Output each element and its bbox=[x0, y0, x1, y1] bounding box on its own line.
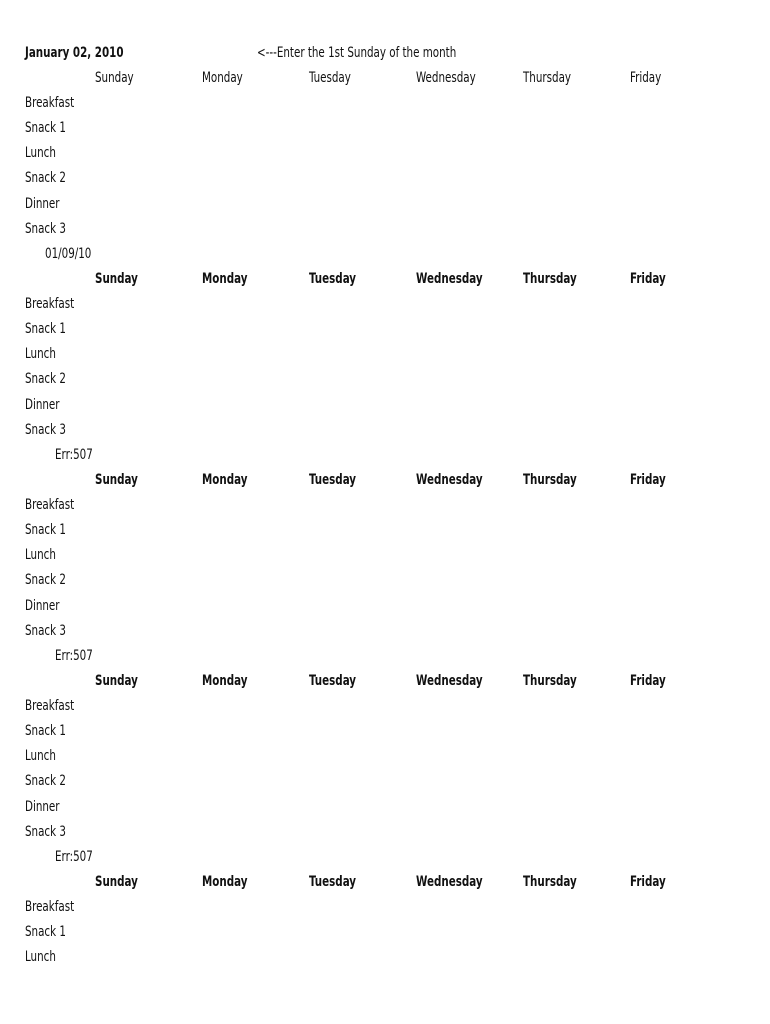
instruction-note: <---Enter the 1st Sunday of the month bbox=[257, 45, 457, 61]
day-header-thursday: Thursday bbox=[523, 472, 577, 488]
meal-label-snack-1: Snack 1 bbox=[25, 522, 66, 539]
day-header-friday: Friday bbox=[630, 70, 662, 86]
day-header-tuesday: Tuesday bbox=[309, 472, 357, 488]
meal-label-breakfast: Breakfast bbox=[25, 296, 75, 313]
day-header-thursday: Thursday bbox=[523, 271, 577, 287]
day-header-wednesday: Wednesday bbox=[416, 874, 483, 890]
meal-label-dinner: Dinner bbox=[25, 597, 60, 614]
meal-label-snack-2: Snack 2 bbox=[25, 572, 66, 589]
week-date-cell[interactable]: Err:507 bbox=[55, 446, 93, 463]
meal-label-breakfast: Breakfast bbox=[25, 497, 75, 514]
day-header-friday: Friday bbox=[630, 874, 666, 890]
week-date-cell[interactable]: Err:507 bbox=[55, 848, 93, 865]
meal-label-lunch: Lunch bbox=[25, 346, 56, 363]
meal-label-snack-2: Snack 2 bbox=[25, 371, 66, 388]
meal-label-snack-1: Snack 1 bbox=[25, 723, 66, 740]
start-date-cell[interactable]: January 02, 2010 bbox=[25, 45, 124, 61]
meal-label-breakfast: Breakfast bbox=[25, 899, 75, 916]
meal-label-snack-2: Snack 2 bbox=[25, 773, 66, 790]
meal-label-snack-3: Snack 3 bbox=[25, 220, 66, 237]
day-header-wednesday: Wednesday bbox=[416, 472, 483, 488]
day-header-sunday: Sunday bbox=[95, 874, 138, 890]
day-header-thursday: Thursday bbox=[523, 70, 572, 86]
meal-label-snack-3: Snack 3 bbox=[25, 622, 66, 639]
meal-label-dinner: Dinner bbox=[25, 396, 60, 413]
meal-label-breakfast: Breakfast bbox=[25, 698, 75, 715]
day-header-wednesday: Wednesday bbox=[416, 271, 483, 287]
meal-label-snack-1: Snack 1 bbox=[25, 120, 66, 137]
day-header-thursday: Thursday bbox=[523, 874, 577, 890]
meal-label-snack-3: Snack 3 bbox=[25, 823, 66, 840]
meal-label-lunch: Lunch bbox=[25, 547, 56, 564]
week-date-cell[interactable]: Err:507 bbox=[55, 647, 93, 664]
meal-label-lunch: Lunch bbox=[25, 145, 56, 162]
day-header-tuesday: Tuesday bbox=[309, 70, 351, 86]
day-header-monday: Monday bbox=[202, 874, 248, 890]
day-header-monday: Monday bbox=[202, 271, 248, 287]
day-header-sunday: Sunday bbox=[95, 70, 134, 86]
day-header-tuesday: Tuesday bbox=[309, 271, 357, 287]
day-header-friday: Friday bbox=[630, 472, 666, 488]
day-header-monday: Monday bbox=[202, 673, 248, 689]
meal-label-breakfast: Breakfast bbox=[25, 95, 75, 112]
meal-label-snack-1: Snack 1 bbox=[25, 321, 66, 338]
meal-label-snack-2: Snack 2 bbox=[25, 170, 66, 187]
day-header-tuesday: Tuesday bbox=[309, 874, 357, 890]
meal-label-dinner: Dinner bbox=[25, 195, 60, 212]
meal-label-dinner: Dinner bbox=[25, 798, 60, 815]
day-header-wednesday: Wednesday bbox=[416, 673, 483, 689]
day-header-monday: Monday bbox=[202, 70, 243, 86]
day-header-wednesday: Wednesday bbox=[416, 70, 476, 86]
day-header-tuesday: Tuesday bbox=[309, 673, 357, 689]
day-header-friday: Friday bbox=[630, 271, 666, 287]
meal-label-snack-1: Snack 1 bbox=[25, 924, 66, 941]
meal-label-lunch: Lunch bbox=[25, 949, 56, 966]
day-header-thursday: Thursday bbox=[523, 673, 577, 689]
day-header-sunday: Sunday bbox=[95, 271, 138, 287]
day-header-friday: Friday bbox=[630, 673, 666, 689]
week-date-cell[interactable]: 01/09/10 bbox=[45, 245, 92, 262]
meal-label-lunch: Lunch bbox=[25, 748, 56, 765]
day-header-sunday: Sunday bbox=[95, 673, 138, 689]
day-header-monday: Monday bbox=[202, 472, 248, 488]
day-header-sunday: Sunday bbox=[95, 472, 138, 488]
meal-label-snack-3: Snack 3 bbox=[25, 421, 66, 438]
